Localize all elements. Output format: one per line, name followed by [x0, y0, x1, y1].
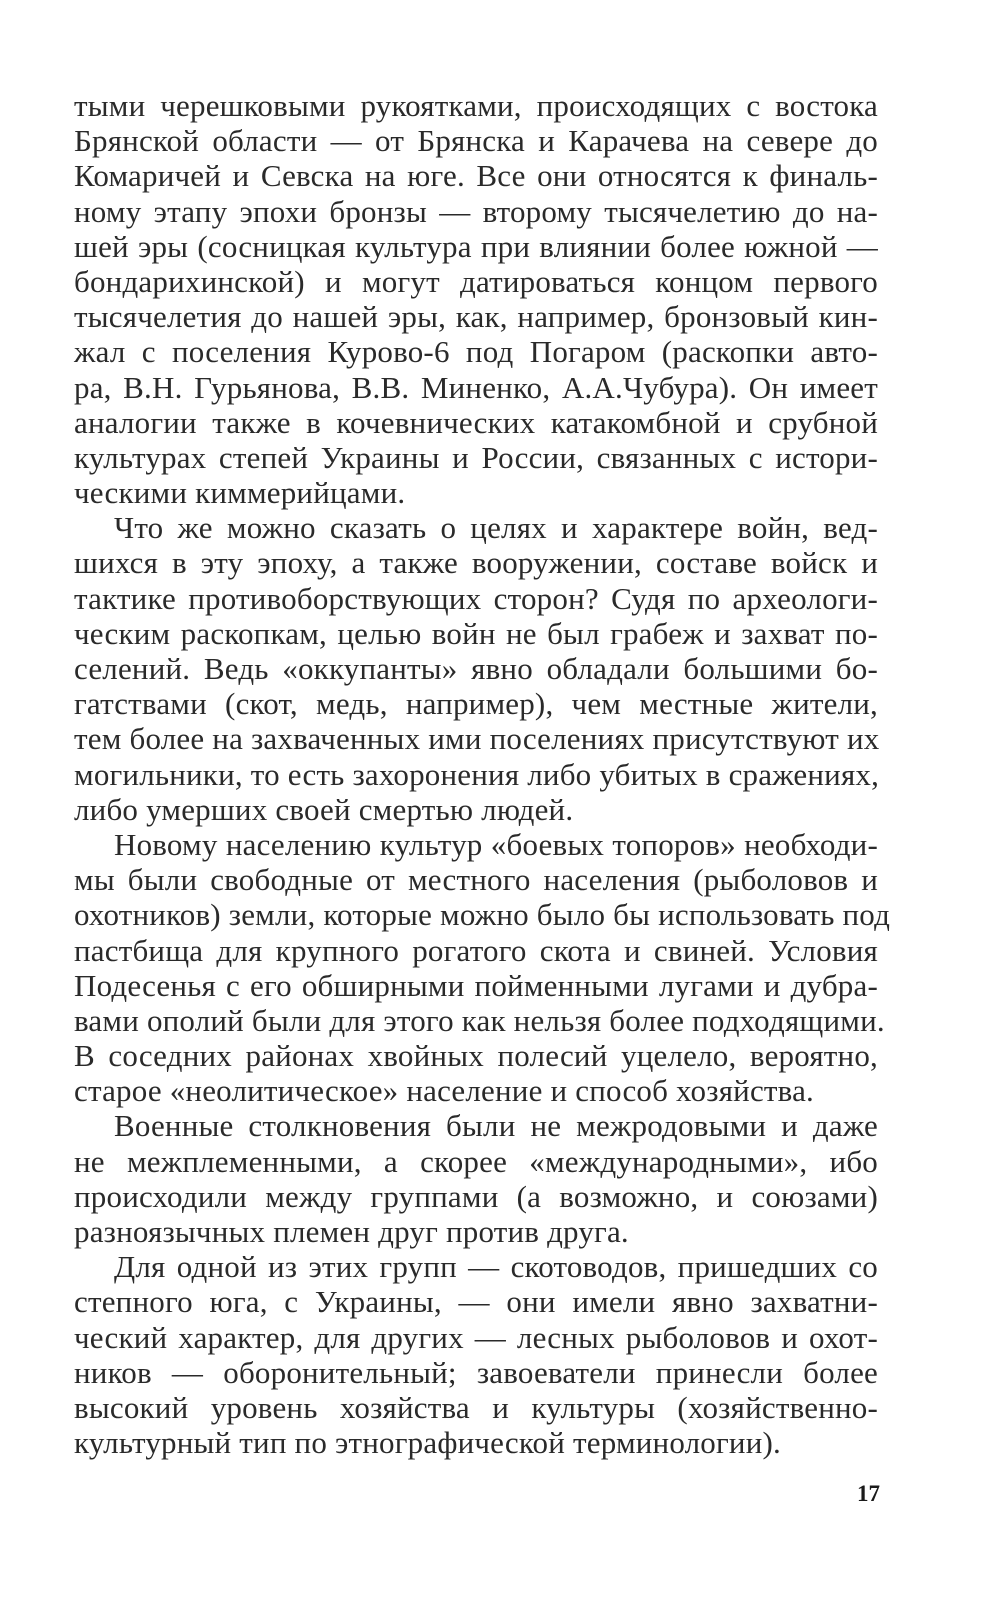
text-line: степного юга, с Украины, — они имели явно захватни- — [74, 1284, 878, 1320]
text-line: ра, В.Н. Гурьянова, В.В. Миненко, А.А.Чубура). Он имеет — [74, 369, 878, 405]
text-line: аналогии также в кочевнических катакомбной и срубной — [74, 404, 878, 440]
text-line: либо умерших своей смертью людей. — [74, 791, 574, 827]
text-line: В соседних районах хвойных полесий уцелело, вероятно, — [74, 1038, 878, 1074]
paragraph — [74, 1249, 878, 1460]
text-line: Подесенья с его обширными пойменными лугами и дубра- — [74, 967, 878, 1003]
paragraph — [74, 88, 878, 510]
text-line: жал с поселения Курово-6 под Погаром (раскопки авто- — [74, 334, 878, 370]
text-line: тем более на захваченных ими поселениях присутствуют их — [74, 721, 880, 757]
paragraph — [74, 510, 878, 827]
text-line: ческими киммерийцами. — [74, 475, 406, 511]
text-line: охотников) земли, которые можно было бы использовать под — [74, 897, 891, 933]
text-line: ческим раскопкам, целью войн не был грабеж и захват по- — [74, 615, 878, 651]
paragraph — [74, 1108, 878, 1249]
text-line: могильники, то есть захоронения либо убитых в сражениях, — [74, 756, 880, 792]
text-line: Новому населению культур «боевых топоров» необходи- — [114, 826, 878, 862]
text-line: Что же можно сказать о целях и характере войн, вед- — [114, 510, 878, 546]
text-line: происходили между группами (а возможно, и союзами) — [74, 1178, 878, 1214]
text-line: Комаричей и Севска на юге. Все они относятся к финаль- — [74, 158, 878, 194]
text-line: ников — оборонительный; завоеватели принесли более — [74, 1354, 878, 1390]
text-line: тыми черешковыми рукоятками, происходящих с востока — [74, 88, 878, 123]
text-line: шей эры (сосницкая культура при влиянии более южной — — [74, 228, 878, 264]
text-line: бондарихинской) и могут датироваться концом первого — [74, 263, 878, 299]
text-line: пастбища для крупного рогатого скота и свиней. Условия — [74, 932, 878, 968]
text-line: старое «неолитическое» население и способ хозяйства. — [74, 1073, 814, 1109]
text-line: селений. Ведь «оккупанты» явно обладали большими бо- — [74, 651, 878, 686]
text-line: Для одной из этих групп — скотоводов, пришедших со — [114, 1249, 878, 1285]
text-line: мы были свободные от местного населения (рыболовов и — [74, 862, 878, 898]
text-line: шихся в эту эпоху, а также вооружении, составе войск и — [74, 545, 878, 581]
text-line: тысячелетия до нашей эры, как, например, бронзовый кин- — [74, 299, 878, 335]
page-number: 17 — [857, 1481, 880, 1506]
paragraph — [74, 826, 891, 1109]
text-line: не межплеменными, а скорее «международными», ибо — [74, 1143, 878, 1179]
text-line: ческий характер, для других — лесных рыболовов и охот- — [74, 1319, 878, 1355]
text-line: Брянской области — от Брянска и Карачева на севере до — [74, 123, 878, 159]
body-text — [74, 88, 891, 1461]
text-line: вами ополий были для этого как нельзя более подходящими. — [74, 1002, 885, 1038]
text-line: культурный тип по этнографической терминологии). — [74, 1425, 781, 1461]
text-line: ному этапу эпохи бронзы — второму тысячелетию до на- — [74, 193, 878, 229]
text-line: гатствами (скот, медь, например), чем местные жители, — [74, 686, 878, 722]
text-line: культурах степей Украины и России, связанных с истори- — [74, 439, 878, 475]
text-line: высокий уровень хозяйства и культуры (хозяйственно- — [74, 1389, 878, 1425]
text-line: Военные столкновения были не межродовыми и даже — [114, 1108, 878, 1144]
text-line: тактике противоборствующих сторон? Судя по археологи- — [74, 580, 878, 616]
text-line: разноязычных племен друг против друга. — [74, 1214, 629, 1249]
